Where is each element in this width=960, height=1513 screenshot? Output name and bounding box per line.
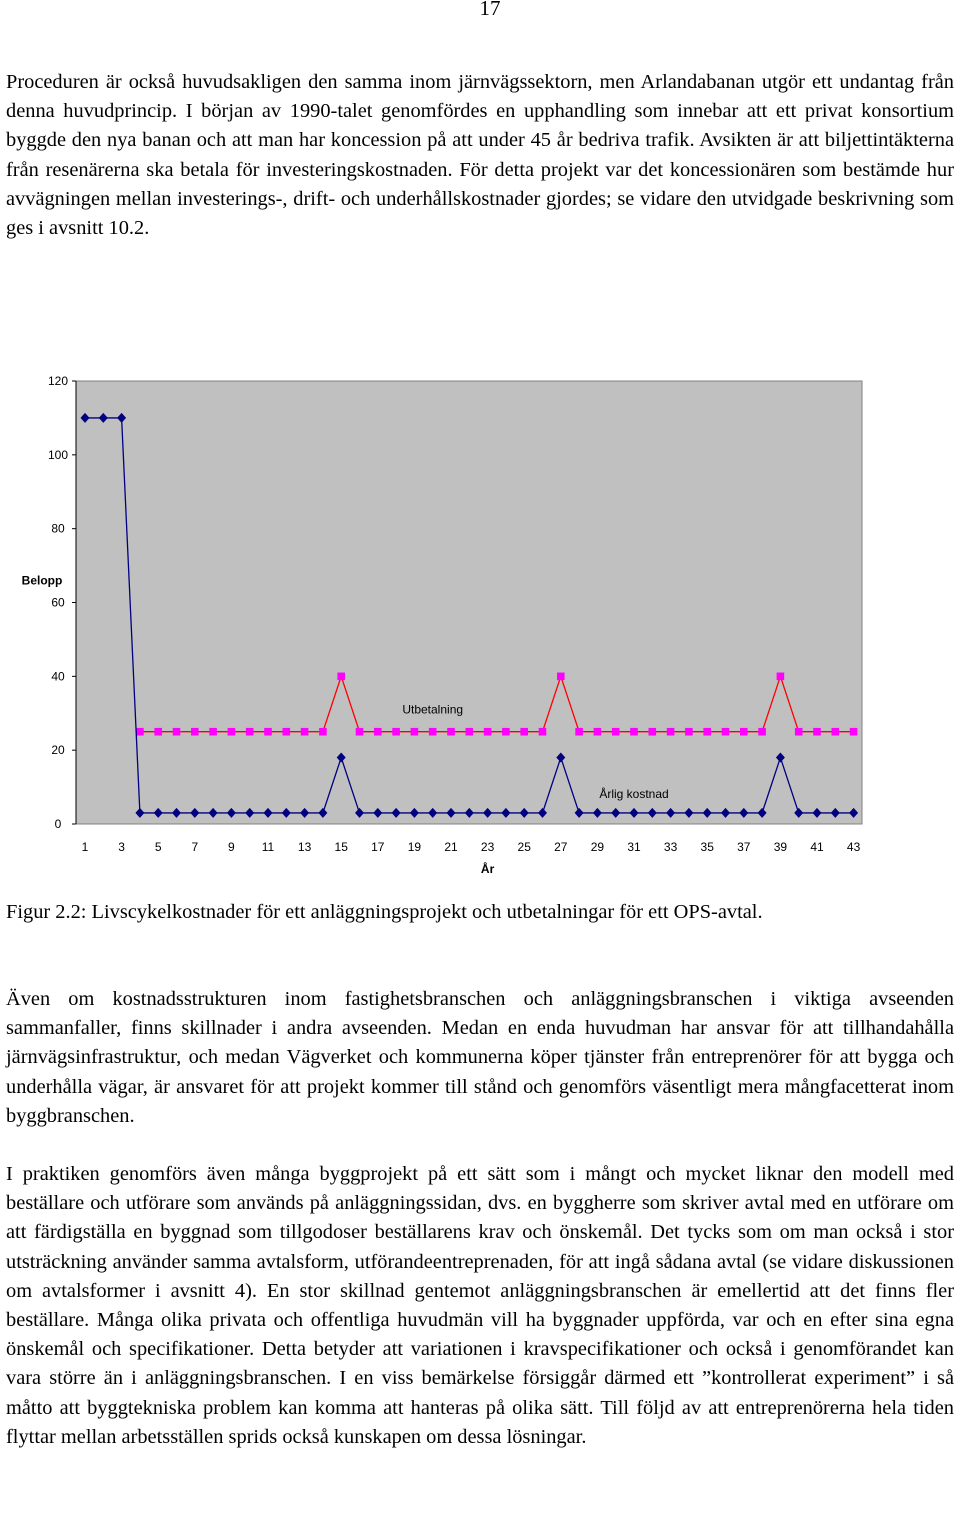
data-point <box>136 728 144 736</box>
data-point <box>191 728 199 736</box>
data-point <box>173 728 181 736</box>
data-point <box>758 728 766 736</box>
data-point <box>209 728 217 736</box>
x-tick-label: 39 <box>773 840 788 854</box>
series-label-utbetalning: Utbetalning <box>402 702 464 717</box>
y-tick-label: 100 <box>47 447 69 462</box>
paragraph-1: Proceduren är också huvudsakligen den samma inom järnvägssektorn, men Arlandabanan utgör ett undantag från denna huvudprincip. I början av 1990-talet genomfördes en upphandling som innebar att ett privat konsortium byggde den nya banan och att man har koncession på att under 45 år bedriva trafik. Avsikten är att biljettintäkterna från resenärerna ska betala för investeringskostnaden. För detta projekt var det koncessionären som bestämde hur avvägningen mellan investerings-, drift- och underhållskostnader gjordes; se vidare den utvidgade beskrivning som ges i avsnitt 10.2. <box>6 71 954 240</box>
paragraph-3: I praktiken genomförs även många byggprojekt på ett sätt som i mångt och mycket liknar den modell med beställare och utförare som används på anläggningssidan, dvs. en byggherre som skriver avtal med en utförare om att färdigställa en byggnad som tillgodoser beställarens krav och önskemål. Det tycks som om man också i stor utsträckning använder samma avtalsform, utförandeentreprenaden, för att ingå sådana avtal (se vidare diskussionen om avtalsformer i avsnitt 4). En stor skillnad gentemot anläggningsbranschen är emellertid att det finns fler beställare. Många olika privata och offentliga huvudmän vill ha byggnader uppförda, var och en efter sina egna önskemål och specifikationer. Detta betyder att variationen i kravspecifikationer och också i genomförandet kan vara större än i anläggningsbranschen. I en viss bemärkelse försiggår därmed ett ”kontrollerat experiment” i så måtto att byggtekniska problem kan komma att hanteras på olika sätt. Till följd av att entreprenörerna hela tiden flyttar mellan arbetsställen sprids också kunskapen om dessa lösningar. <box>6 1163 954 1448</box>
x-tick-label: 27 <box>554 840 568 854</box>
data-point <box>283 728 291 736</box>
data-point <box>356 728 364 736</box>
x-tick-label: 35 <box>700 840 714 854</box>
data-point <box>795 728 803 736</box>
data-point <box>466 728 474 736</box>
data-point <box>228 728 236 736</box>
x-tick-label: 25 <box>517 840 531 854</box>
lifecycle-cost-chart <box>0 360 960 890</box>
x-tick-label: 15 <box>334 840 348 854</box>
data-point <box>154 728 162 736</box>
data-point <box>850 728 858 736</box>
x-tick-label: 19 <box>407 840 422 854</box>
data-point <box>575 728 583 736</box>
data-point <box>319 728 327 736</box>
x-tick-label: 43 <box>846 840 861 854</box>
x-axis-label: År <box>480 862 495 876</box>
x-tick-label: 13 <box>297 840 312 854</box>
x-tick-label: 5 <box>154 840 162 854</box>
data-point <box>813 728 821 736</box>
y-tick-label: 0 <box>54 817 62 831</box>
data-point <box>411 728 419 736</box>
y-axis-label: Belopp <box>21 573 63 588</box>
paragraph-2: Även om kostnadsstrukturen inom fastighetsbranschen och anläggningsbranschen i viktiga avseenden sammanfaller, finns skillnader i andra avseenden. Medan en enda huvudman har ansvar för att tillhandahålla järnvägsinfrastruktur, och medan Vägverket och kommunerna köper tjänster från entreprenörer för att bygga och underhålla vägar, är ansvaret för att projekt kommer till stånd och genomförs väsentligt mera mångfacetterat inom byggbranschen. <box>6 988 954 1127</box>
x-tick-label: 1 <box>81 840 89 854</box>
series-label-arlig-kostnad: Årlig kostnad <box>599 787 669 802</box>
data-point <box>649 728 657 736</box>
y-tick-labels <box>48 374 68 831</box>
x-tick-label: 37 <box>737 840 751 854</box>
data-point <box>447 728 455 736</box>
y-tick-label: 120 <box>47 374 69 388</box>
x-tick-label: 11 <box>261 840 275 854</box>
data-point <box>594 728 602 736</box>
x-tick-label: 21 <box>444 840 458 854</box>
data-point <box>484 728 492 736</box>
data-point <box>301 728 309 736</box>
data-point <box>520 728 528 736</box>
x-tick-label: 9 <box>228 840 235 854</box>
x-tick-label: 7 <box>191 840 199 854</box>
data-point <box>722 728 730 736</box>
y-tick-label: 40 <box>51 669 65 684</box>
x-tick-label: 33 <box>663 840 678 854</box>
data-point <box>337 673 345 681</box>
x-tick-label: 23 <box>480 840 495 854</box>
data-point <box>703 728 711 736</box>
data-point <box>246 728 254 736</box>
data-point <box>429 728 437 736</box>
y-tick-label: 80 <box>51 521 65 536</box>
data-point <box>264 728 272 736</box>
figure-caption: Figur 2.2: Livscykelkostnader för ett anläggningsprojekt och utbetalningar för ett OPS-avtal. <box>6 901 763 923</box>
x-tick-labels <box>82 840 861 854</box>
data-point <box>392 728 400 736</box>
data-point <box>777 673 785 681</box>
plot-area <box>76 381 862 824</box>
data-point <box>557 673 565 681</box>
data-point <box>374 728 382 736</box>
data-point <box>502 728 510 736</box>
x-tick-label: 17 <box>371 840 385 854</box>
data-point <box>832 728 840 736</box>
x-tick-label: 41 <box>810 840 824 854</box>
y-tick-label: 60 <box>51 595 65 610</box>
data-point <box>539 728 547 736</box>
data-point <box>740 728 748 736</box>
x-tick-label: 31 <box>627 840 641 854</box>
x-tick-label: 29 <box>590 840 605 854</box>
y-axis <box>72 381 76 824</box>
x-tick-label: 3 <box>118 840 125 854</box>
y-tick-label: 20 <box>51 743 65 758</box>
data-point <box>630 728 638 736</box>
data-point <box>667 728 675 736</box>
data-point <box>685 728 693 736</box>
data-point <box>612 728 620 736</box>
page-number: 17 <box>479 0 501 20</box>
